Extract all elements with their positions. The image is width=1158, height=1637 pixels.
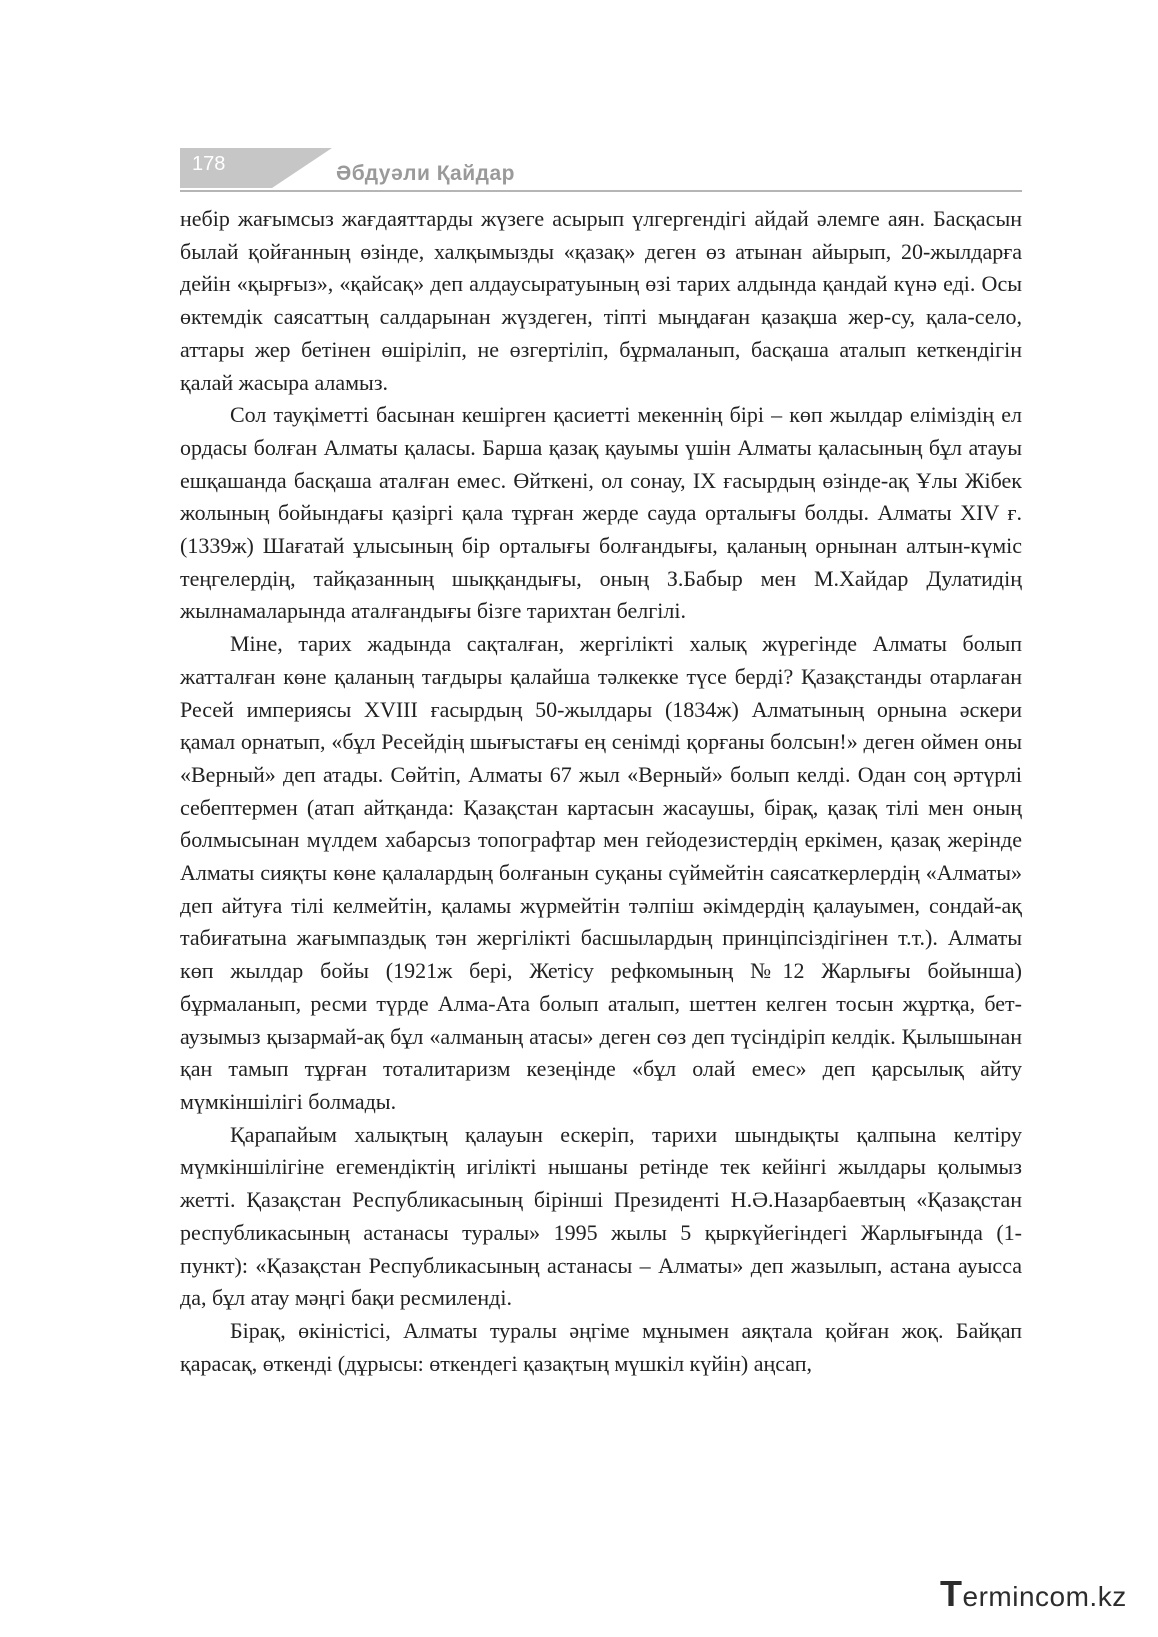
paragraph-2: Сол тауқіметті басынан кешірген қасиетті мекеннің бірі – көп жылдар еліміздің ел ордасы болған Алматы қаласы. Барша қазақ қауымы үшін Алматы қаласының бұл атауы ешқашанда басқаша аталған емес. Өйткені, ол сонау, IX ғасырдың өзінде-ақ Ұлы Жібек жолының бойындағы қазіргі қала тұрған жерде сауда орталығы болды. Алматы XIV ғ. (1339ж) Шағатай ұлысының бір орталығы болғандығы, қаланың орнынан алтын-күміс теңгелердің, тайқазанның шыққандығы, оның З.Бабыр мен М.Хайдар Дулатидің жылнамаларында аталғандығы бізге тарихтан белгілі. bbox=[180, 402, 1022, 624]
paragraph-5: Бірақ, өкіністісі, Алматы туралы әңгіме мұнымен аяқтала қойған жоқ. Байқап қарасақ, өткенді (дұрысы: өткендегі қазақтың мүшкіл күйін) аңсап, bbox=[180, 1317, 1022, 1376]
running-header bbox=[180, 148, 1022, 194]
paragraph-1: небір жағымсыз жағдаяттарды жүзеге асырып үлгергендігі айдай әлемге аян. Басқасын былай қойғанның өзінде, халқымызды «қазақ» деген өз атынан айырып, 20-жылдарға дейін «қырғыз», «қайсақ» деп алдаусыратуының өзі тарих алдында қандай күнә еді. Осы өктемдік саясаттың салдарынан жүздеген, тіпті мыңдаған қазақша жер-су, қала-село, аттары жер бетінен өшіріліп, не өзгертіліп, бұрмаланып, басқаша аталып кеткендігін қалай жасыра аламыз. bbox=[180, 206, 1022, 395]
header-wedge-decoration bbox=[272, 148, 332, 188]
watermark-big-letter: T bbox=[940, 1573, 963, 1614]
watermark-text: ermincom.kz bbox=[962, 1581, 1127, 1612]
paragraph-3: Міне, тарих жадында сақталған, жергілікті халық жүрегінде Алматы болып жатталған көне қаланың тағдыры қалайша тәлкекке түсе берді? Қазақстанды отарлаған Ресей империясы XVIII ғасырдың 50-жылдары (1834ж) Алматының орнына әскери қамал орнатып, «бұл Ресейдің шығыстағы ең сенімді қорғаны болсын!» деген оймен оны «Верный» деп атады. Сөйтіп, Алматы 67 жыл «Верный» болып келді. Одан соң әртүрлі себептермен (атап айтқанда: Қазақстан картасын жасаушы, бірақ, қазақ тілі мен оның болмысынан мүлдем хабарсыз топографтар мен гейодезистердің еркімен, қазақ жерінде Алматы сияқты көне қалалардың болғанын суқаны сүймейтін саясаткерлердің «Алматы» деп айтуға тілі келмейтін, қаламы жүрмейтін тәлпіш әкімдердің қалауымен, сондай-ақ табиғатына жағымпаздық тән жергілікті басшылардың принціпсіздігінен т.т.). Алматы көп жылдар бойы (1921ж бері, Жетісу рефкомының №12 Жарлығы бойынша) бұрмаланып, ресми түрде Алма-Ата болып аталып, шеттен келген тосын жұртқа, бет-аузымыз қызармай-ақ бұл «алманың атасы» деген сөз деп түсіндіріп келдік. Қылышынан қан тамып тұрған тоталитаризм кезеңінде «бұл олай емес» деп қарсылық айту мүмкіншілігі болмады. bbox=[180, 631, 1022, 1114]
paragraph-4: Қарапайым халықтың қалауын ескеріп, тарихи шындықты қалпына келтіру мүмкіншілігіне егемендіктің игілікті нышаны ретінде тек кейінгі жылдары қолымыз жетті. Қазақстан Республикасының бірінші Президенті Н.Ә.Назарбаевтың «Қазақстан республикасының астанасы туралы» 1995 жылы 5 қыркүйегіндегі Жарлығында (1-пункт): «Қазақстан Республикасының астанасы – Алматы» деп жазылып, астана ауысса да, бұл атау мәңгі бақи ресмиленді. bbox=[180, 1121, 1022, 1311]
header-rule bbox=[180, 190, 1022, 192]
site-watermark bbox=[940, 1573, 1127, 1615]
page-number: 178 bbox=[180, 148, 272, 188]
body-text bbox=[180, 203, 1022, 1380]
header-author: Әбдуәли Қайдар bbox=[336, 162, 515, 185]
